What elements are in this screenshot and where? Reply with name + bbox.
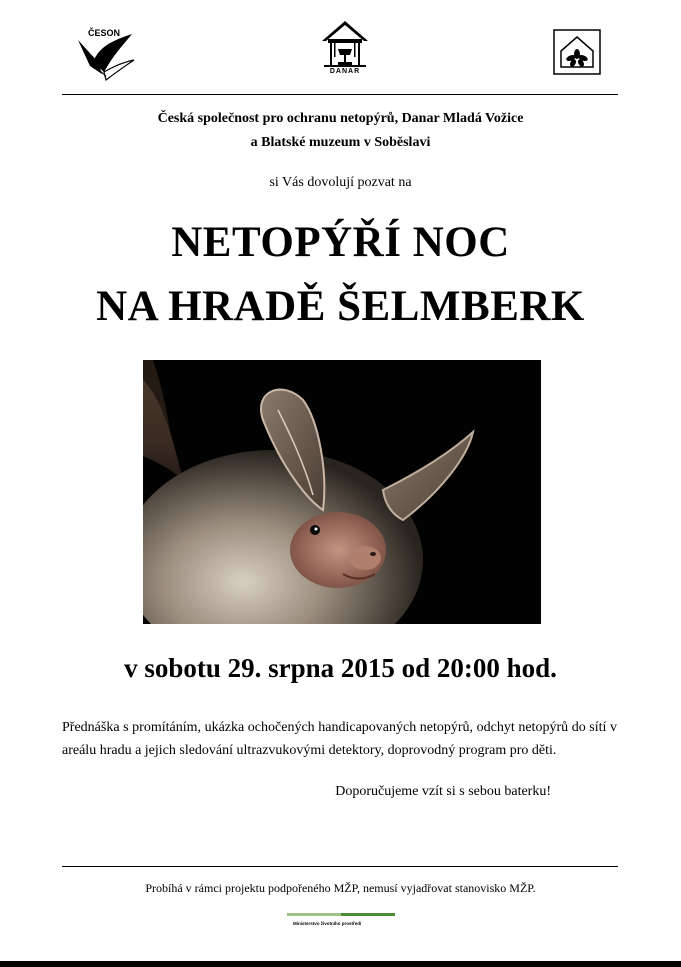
ministry-logo (287, 913, 395, 933)
title-line-1: NETOPÝŘÍ NOC (171, 219, 510, 266)
title-line-2: NA HRADĚ ŠELMBERK (96, 283, 585, 330)
funding-note: Probíhá v rámci projektu podpořeného MŽP, nemusí vyjadřovat stanovisko MŽP. (145, 881, 536, 895)
ministry-bar-light (287, 913, 341, 916)
top-divider (62, 94, 618, 95)
ministry-label: Ministerstvo životního prostředí (293, 921, 362, 926)
bat-photo (143, 360, 541, 624)
page-bottom-border (0, 961, 681, 967)
ceson-label: ČESON (88, 28, 121, 38)
ceson-logo (74, 26, 136, 82)
danar-label: DANAR (329, 68, 361, 75)
organizers-line-1: Česká společnost pro ochranu netopýrů, Danar Mladá Vožice (157, 111, 524, 126)
event-date: v sobotu 29. srpna 2015 od 20:00 hod. (124, 653, 557, 683)
bottom-divider (62, 866, 618, 867)
organizers (0, 107, 681, 155)
flashlight-recommendation: Doporučujeme vzít si s sebou baterku! (335, 784, 551, 799)
event-description: Přednáška s promítáním, ukázka ochočených handicapovaných netopýrů, odchyt netopýrů do sítí v areálu hradu a jejich sledování ultrazvukovými detektory, doprovodný program pro děti. (62, 720, 617, 758)
museum-logo (553, 29, 601, 75)
organizers-line-2: a Blatské muzeum v Soběslavi (250, 135, 431, 150)
gazebo-icon (320, 19, 370, 69)
danar-logo (320, 19, 370, 77)
invite-text: si Vás dovolují pozvat na (269, 175, 412, 190)
ministry-bar-dark (341, 913, 395, 916)
museum-flower-icon (553, 29, 601, 75)
